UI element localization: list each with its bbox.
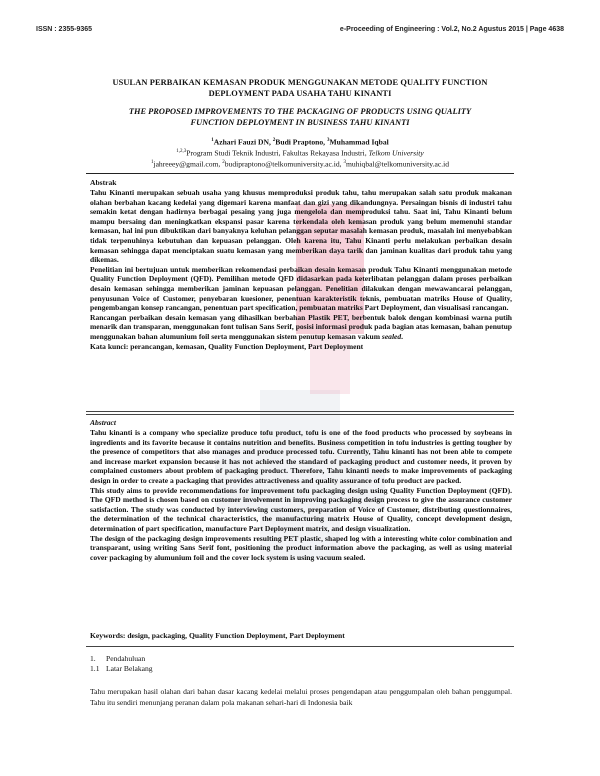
divider-middle-2 [86, 414, 514, 415]
email-2[interactable]: budipraptono@telkomuniversity.ac.id, [224, 159, 344, 169]
abstract-english-paragraph-2: This study aims to provide recommendations for improvement tofu packaging design using Quality Function Deployment (QFD). The QFD method is chosen based on customer involvement in improving packaging design process to give the assurance customer satisfaction. The study was conducted by interviewing customers, preparation of Voice of Customer, distributing questionnaires, the determination of the technical characteristics, the manufacturing matrix House of Quality, concept development design, determination of part specification, manufacture Part Deployment matrix, and design visualization. [90, 485, 512, 534]
abstrak-paragraph-3: Rancangan perbaikan desain kemasan yang dihasilkan berbahan Plastik PET, berbentuk balok dengan kombinasi warna putih menarik dan transparan, menggunakan font tulisan Sans Serif, posisi informasi produk pada bagian atas kemasan, bahan penutup menggunakan bahan alumunium foil serta menggunakan sistem penutup kemasan vakum sealed. [90, 312, 512, 341]
kata-kunci [90, 342, 512, 352]
journal-info: e-Proceeding of Engineering : Vol.2, No.2 Agustus 2015 | Page 4638 [339, 26, 564, 33]
paper-title-line1: USULAN PERBAIKAN KEMASAN PRODUK MENGGUNAKAN METODE QUALITY FUNCTION [112, 78, 488, 87]
email-3[interactable]: muhiqbal@telkomuniversity.ac.id [345, 159, 450, 169]
abstract-english-paragraph-3: The design of the packaging design improvements resulting PET plastic, shaped log with a interesting white color combination and transparant, using writing Sans Serif font, positioning the product information above the packaging, as well as using material cover packaging by alumunium foil and the cover lock system is using vacuum sealed. [90, 533, 512, 562]
author-2: Budi Praptono, [275, 137, 327, 147]
paper-title-english [80, 106, 520, 128]
paper-title [80, 77, 520, 99]
paper-title-english-line2: FUNCTION DEPLOYMENT IN BUSINESS TAHU KINANTI [190, 118, 410, 127]
abstrak-paragraph-2: Penelitian ini bertujuan untuk memberikan rekomendasi perbaikan desain kemasan produk Tahu Kinanti menggunakan metode Quality Function Deployment (QFD). Pemilihan metode QFD didasarkan pada keterlibatan pelanggan dalam proses perbaikan desain kemasan sehingga memberikan jaminan kepuasan pelanggan. Penelitian dilakukan dengan mewawancarai pelanggan, penyusunan Voice of Customer, penyebaran kuesioner, penentuan karakteristik teknis, pembuatan matriks House of Quality, pengembangan konsep rancangan, penentuan part specification, pembuatan matriks Part Deployment, dan visualisasi rancangan. [90, 264, 512, 313]
kata-kunci-text: perancangan, kemasan, Quality Function Deployment, Part Deployment [128, 341, 364, 351]
author-names: $^1$Azhari Fauzi DN, $^2$Budi Praptono, $^3$Muhammad Iqbal [211, 137, 389, 147]
section-1-1-title: Latar Belakang [106, 664, 153, 673]
author-block [60, 136, 540, 169]
abstract-english-paragraph-1: Tahu kinanti is a company who specialize produce tofu product, tofu is one of the food products who processed by soybeans in ingredients and its favorite because it contains nutrition and benefits. Business competition in tofu industries is getting tougher by the presence of competitors that also manages and produce processed tofu. Currently, Tahu kinanti has not been able to compete and increase market expansion because it has not achieved the standard of packaging product and customer needs, it proven by complained customers about problem of packaging product. Therefore, Tahu kinanti needs to make improvements of packaging design in order to create a packaging that provides attractiveness and quality assurance of tofu product are packed. [90, 428, 512, 486]
paper-title-english-line1: THE PROPOSED IMPROVEMENTS TO THE PACKAGING OF PRODUCTS USING QUALITY [128, 107, 472, 116]
divider-middle-1 [86, 411, 514, 412]
email-1[interactable]: jahreeey@gmail.com, [153, 159, 223, 169]
page-header [36, 26, 564, 38]
issn-label: ISSN : 2355-9365 [36, 26, 93, 33]
section-1-heading [90, 654, 145, 663]
divider-top [86, 173, 514, 174]
author-institution: $^{1,2,3}$Program Studi Teknik Industri, Fakultas Rekayasa Industri, Telkom University [176, 148, 424, 158]
keywords-english: Keywords: design, packaging, Quality Function Deployment, Part Deployment [90, 631, 345, 640]
section-1-1-heading [90, 664, 153, 673]
author-emails: $^1$jahreeey@gmail.com, $^2$budipraptono@telkomuniversity.ac.id, $^3$muhiqbal@telkomuniversity.ac.id [150, 159, 450, 169]
paper-title-line2: DEPLOYMENT PADA USAHA TAHU KINANTI [208, 89, 392, 98]
abstract-english-section [90, 418, 512, 562]
section-1-title: Pendahuluan [106, 654, 146, 663]
abstract-english-heading: Abstract [90, 418, 116, 427]
divider-bottom [86, 646, 514, 647]
body-paragraph-1: Tahu merupakan hasil olahan dari bahan dasar kacang kedelai melalui proses pengendapan atau penggumpalan oleh bahan penggumpal. Tahu itu sendiri menunjang peranan dalam pola makanan sehari-hari di Indonesia baik [90, 687, 512, 707]
abstrak-paragraph-1: Tahu Kinanti merupakan sebuah usaha yang khusus memproduksi produk tahu, tahu merupakan salah satu produk makanan olahan berbahan kacang kedelai yang digemari karena manfaat dan gizi yang dikandungnya. Persaingan bisnis di industri tahu semakin ketat dengan hadirnya berbagai pesaing yang juga mengelola dan memproduksi tahu. Saat ini, Tahu Kinanti belum mampu bersaing dan meningkatkan ekspansi pasar karena terkendala oleh kemasan produk yang belum memenuhi standar kemasan, hal ini pun dibuktikan dari banyaknya keluhan pelanggan seputar masalah kemasan produk, masalah ini menyebabkan tidak terpenuhinya kebutuhan dan kepuasan pelanggan. Oleh karena itu, Tahu Kinanti perlu melakukan perbaikan desain kemasan sehingga dapat menciptakan suatu kemasan yang memberikan daya tarik dan jaminan kualitas dari produk tahu yang dikemas. [90, 188, 512, 265]
university-name: Telkom University [368, 148, 424, 158]
kata-kunci-label: Kata kunci: [90, 341, 129, 351]
abstrak-heading: Abstrak [90, 178, 117, 187]
author-3: Muhammad Iqbal [329, 137, 389, 147]
section-1-1-number: 1.1 [90, 664, 100, 673]
author-1: Azhari Fauzi DN, [213, 137, 273, 147]
section-1-number: 1. [90, 654, 96, 663]
abstrak-section [90, 178, 512, 351]
